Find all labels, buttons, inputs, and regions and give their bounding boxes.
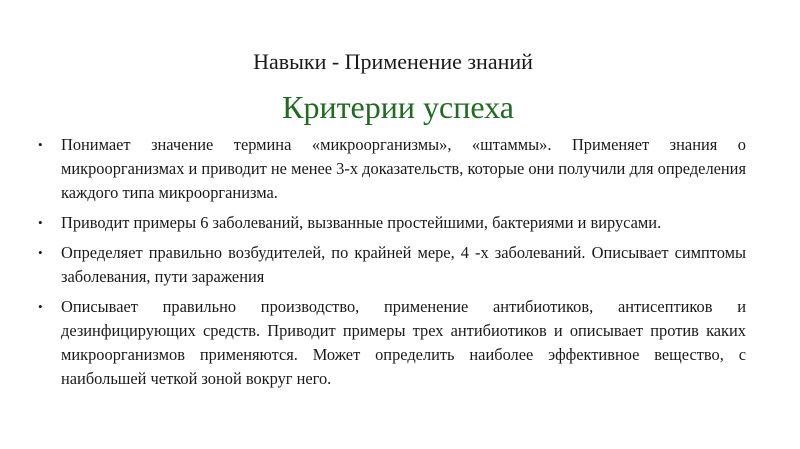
- criteria-text: Описывает правильно производство, применение антибиотиков, антисептиков и дезинфицирующих средств. Приводит примеры трех антибиотиков и описывает против каких микроорганизмов применяются. Может определить наиболее эффективное вещество, с наибольшей четкой зоной вокруг него.: [61, 297, 746, 388]
- criteria-text: Приводит примеры 6 заболеваний, вызванные простейшими, бактериями и вирусами.: [61, 213, 662, 232]
- slide-subtitle: Критерии успеха: [282, 89, 514, 125]
- criteria-item: [38, 133, 746, 205]
- criteria-text: Понимает значение термина «микроорганизмы», «штаммы». Применяет знания о микроорганизмах и приводит не менее 3-х доказательств, которые они получили для определения каждого типа микроорганизма.: [61, 135, 746, 202]
- criteria-item: [38, 211, 746, 235]
- slide-title: Навыки - Применение знаний: [253, 49, 533, 74]
- criteria-item: [38, 295, 746, 391]
- criteria-text: Определяет правильно возбудителей, по крайней мере, 4 -х заболеваний. Описывает симптомы заболевания, пути заражения: [61, 243, 746, 286]
- criteria-item: [38, 241, 746, 289]
- bullet-icon: •: [38, 245, 43, 260]
- bullet-icon: •: [38, 215, 43, 230]
- success-criteria-list: [38, 133, 746, 397]
- bullet-icon: •: [38, 137, 43, 152]
- bullet-icon: •: [38, 299, 43, 314]
